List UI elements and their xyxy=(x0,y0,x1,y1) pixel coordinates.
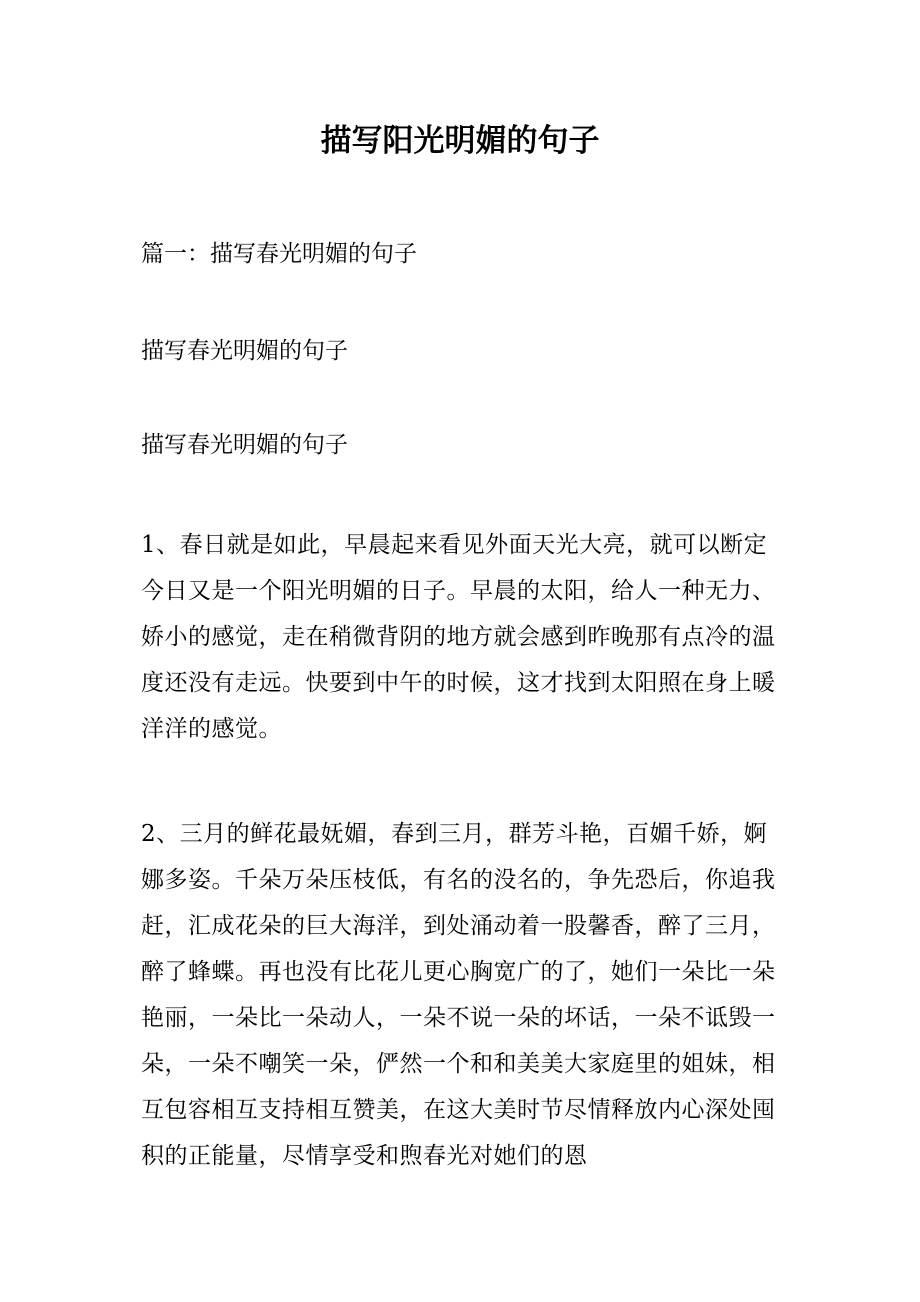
subheading-2: 描写春光明媚的句子 xyxy=(141,432,348,458)
paragraph-1: 1、春日就是如此，早晨起来看见外面天光大亮，就可以断定今日又是一个阳光明媚的日子。早晨的太阳，给人一种无力、娇小的感觉，走在稍微背阴的地方就会感到昨晚那有点冷的温度还没有走远。快要到中午的时候，这才找到太阳照在身上暖洋洋的感觉。 xyxy=(141,532,776,742)
subheading-1: 描写春光明媚的句子 xyxy=(141,338,348,364)
section-heading: 篇一：描写春光明媚的句子 xyxy=(141,241,417,267)
paragraph-2: 2、三月的鲜花最妩媚，春到三月，群芳斗艳，百媚千娇，婀娜多姿。千朵万朵压枝低，有名的没名的，争先恐后，你追我赶，汇成花朵的巨大海洋，到处涌动着一股馨香，醉了三月，醉了蜂蝶。再也没有比花儿更心胸宽广的了，她们一朵比一朵艳丽，一朵比一朵动人，一朵不说一朵的坏话，一朵不诋毁一朵，一朵不嘲笑一朵，俨然一个和和美美大家庭里的姐妹，相互包容相互支持相互赞美，在这大美时节尽情释放内心深处囤积的正能量，尽情享受和煦春光对她们的恩 xyxy=(141,821,776,1169)
document-title: 描写阳光明媚的句子 xyxy=(320,123,600,159)
